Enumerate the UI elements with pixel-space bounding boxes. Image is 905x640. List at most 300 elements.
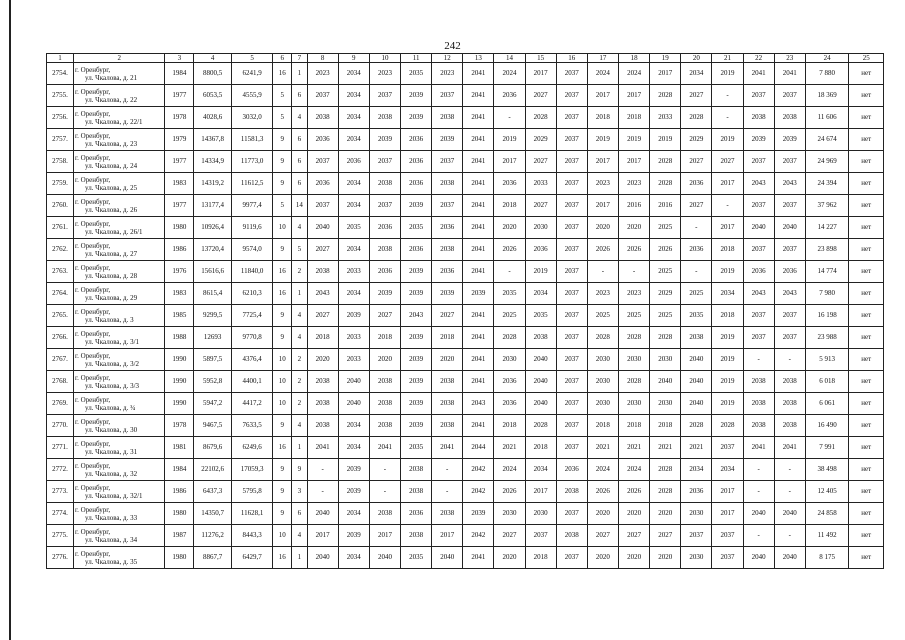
table-cell: 1980	[165, 547, 194, 569]
table-cell: 2039	[401, 195, 432, 217]
table-cell: 11628,1	[231, 503, 273, 525]
table-cell: 2038	[307, 107, 338, 129]
table-cell: 2017	[712, 503, 743, 525]
table-cell: 1984	[165, 63, 194, 85]
address-city: г. Оренбург,	[75, 197, 111, 206]
page-number: 242	[444, 40, 461, 52]
table-cell: 2040	[307, 503, 338, 525]
column-header: 19	[650, 54, 681, 63]
table-cell: 2040	[525, 371, 556, 393]
table-cell: 6210,3	[231, 283, 273, 305]
table-cell: 2038	[774, 107, 805, 129]
table-cell: 2037	[743, 85, 774, 107]
table-cell: 2027	[650, 525, 681, 547]
address-cell	[74, 305, 165, 327]
table-cell: 2036	[494, 85, 525, 107]
table-cell: 9	[273, 503, 292, 525]
table-cell: 1983	[165, 283, 194, 305]
table-cell: 2017	[307, 525, 338, 547]
table-cell: нет	[849, 459, 884, 481]
table-cell: 2027	[432, 305, 463, 327]
table-cell: 2040	[525, 393, 556, 415]
address-city: г. Оренбург,	[75, 351, 111, 360]
column-number-row	[47, 54, 884, 63]
table-cell: 2033	[338, 261, 369, 283]
table-cell: 4376,4	[231, 349, 273, 371]
table-cell: 15616,6	[194, 261, 231, 283]
table-cell: 2036	[525, 239, 556, 261]
table-cell: 2021	[619, 437, 650, 459]
table-cell: 2037	[369, 195, 400, 217]
table-cell: 1990	[165, 371, 194, 393]
table-cell: 2040	[743, 547, 774, 569]
table-cell: 2019	[712, 261, 743, 283]
table-cell: 2024	[619, 459, 650, 481]
address-street: ул. Чкалова, д. 35	[85, 557, 138, 566]
table-cell: 2021	[681, 437, 712, 459]
table-row	[47, 459, 884, 481]
table-cell: 10	[273, 217, 292, 239]
table-cell: нет	[849, 327, 884, 349]
table-cell: 1978	[165, 415, 194, 437]
table-cell: нет	[849, 547, 884, 569]
table-cell: 2028	[650, 481, 681, 503]
table-cell: 1976	[165, 261, 194, 283]
table-cell: 2041	[463, 415, 494, 437]
table-cell: 23 898	[805, 239, 849, 261]
table-cell: 2040	[743, 503, 774, 525]
table-cell: 4	[292, 217, 308, 239]
table-cell: 2033	[650, 107, 681, 129]
table-cell: 2028	[712, 415, 743, 437]
table-cell: 2024	[494, 459, 525, 481]
address-cell	[74, 437, 165, 459]
table-cell: 2037	[556, 63, 587, 85]
table-cell: 2030	[494, 503, 525, 525]
row-number-cell: 2754.	[47, 63, 74, 85]
address-cell	[74, 349, 165, 371]
address-city: г. Оренбург,	[75, 461, 111, 470]
table-cell: 2036	[401, 129, 432, 151]
table-cell: -	[774, 349, 805, 371]
address-cell	[74, 371, 165, 393]
table-row	[47, 371, 884, 393]
table-cell: -	[494, 107, 525, 129]
table-cell: нет	[849, 415, 884, 437]
table-cell: 2	[292, 349, 308, 371]
table-cell: 2040	[307, 547, 338, 569]
address-city: г. Оренбург,	[75, 153, 111, 162]
table-cell: 2039	[774, 129, 805, 151]
table-cell: 5795,8	[231, 481, 273, 503]
table-cell: 1978	[165, 107, 194, 129]
table-cell: 2019	[525, 261, 556, 283]
table-cell: 9	[273, 305, 292, 327]
table-cell: 2024	[494, 63, 525, 85]
table-cell: 2035	[401, 63, 432, 85]
table-cell: нет	[849, 129, 884, 151]
table-cell: 2020	[307, 349, 338, 371]
table-cell: 14350,7	[194, 503, 231, 525]
table-cell: 7 880	[805, 63, 849, 85]
address-city: г. Оренбург,	[75, 395, 111, 404]
address-street: ул. Чкалова, д. 3/2	[85, 359, 140, 368]
table-cell: 2036	[307, 129, 338, 151]
table-cell: нет	[849, 85, 884, 107]
address-cell	[74, 173, 165, 195]
table-cell: 2037	[556, 503, 587, 525]
table-cell: 2017	[587, 85, 618, 107]
table-cell: 2037	[743, 305, 774, 327]
table-cell: -	[494, 261, 525, 283]
table-cell: 11581,3	[231, 129, 273, 151]
table-cell: 2041	[463, 349, 494, 371]
table-cell: 2037	[743, 239, 774, 261]
table-cell: 2017	[712, 481, 743, 503]
table-cell: 2039	[369, 129, 400, 151]
table-cell: 2039	[463, 283, 494, 305]
table-cell: 2021	[650, 437, 681, 459]
table-cell: 2037	[774, 85, 805, 107]
table-cell: 2041	[463, 173, 494, 195]
address-cell	[74, 129, 165, 151]
table-cell: 2034	[338, 173, 369, 195]
table-cell: 1987	[165, 525, 194, 547]
table-row	[47, 327, 884, 349]
table-cell: 2027	[525, 195, 556, 217]
table-row	[47, 151, 884, 173]
table-cell: -	[712, 107, 743, 129]
table-row	[47, 261, 884, 283]
table-cell: 2026	[619, 239, 650, 261]
table-cell: 2038	[307, 371, 338, 393]
table-cell: 6437,3	[194, 481, 231, 503]
table-cell: 2033	[338, 349, 369, 371]
table-cell: 2039	[401, 415, 432, 437]
table-cell: нет	[849, 525, 884, 547]
column-header: 7	[292, 54, 308, 63]
table-cell: 2040	[525, 349, 556, 371]
column-header: 15	[525, 54, 556, 63]
table-cell: 2035	[338, 217, 369, 239]
address-city: г. Оренбург,	[75, 549, 111, 558]
column-header: 3	[165, 54, 194, 63]
column-header: 23	[774, 54, 805, 63]
table-cell: нет	[849, 239, 884, 261]
table-cell: 2026	[587, 239, 618, 261]
table-cell: 2019	[650, 129, 681, 151]
table-cell: 2034	[338, 239, 369, 261]
address-street: ул. Чкалова, д. 3/3	[85, 381, 140, 390]
table-cell: 6	[292, 85, 308, 107]
table-cell: 2018	[587, 415, 618, 437]
table-cell: 12 405	[805, 481, 849, 503]
table-cell: 2039	[401, 283, 432, 305]
column-header: 22	[743, 54, 774, 63]
table-cell: 2036	[743, 261, 774, 283]
table-cell: 8679,6	[194, 437, 231, 459]
table-cell: 2041	[463, 239, 494, 261]
table-cell: 2036	[307, 173, 338, 195]
table-cell: 2037	[774, 151, 805, 173]
address-cell	[74, 415, 165, 437]
address-street: ул. Чкалова, д. 23	[85, 139, 138, 148]
table-cell: 9	[273, 327, 292, 349]
address-city: г. Оренбург,	[75, 131, 111, 140]
table-cell: 2040	[681, 349, 712, 371]
address-cell	[74, 393, 165, 415]
row-number-cell: 2770.	[47, 415, 74, 437]
column-header: 6	[273, 54, 292, 63]
table-cell: -	[681, 217, 712, 239]
table-cell: 2025	[681, 283, 712, 305]
table-cell: 1	[292, 547, 308, 569]
table-cell: 2037	[307, 151, 338, 173]
table-cell: 2020	[494, 217, 525, 239]
table-cell: 2027	[525, 85, 556, 107]
table-row	[47, 415, 884, 437]
table-cell: 7725,4	[231, 305, 273, 327]
table-cell: 9	[273, 239, 292, 261]
table-cell: 5	[292, 239, 308, 261]
table-cell: 2038	[743, 393, 774, 415]
table-cell: 2040	[774, 503, 805, 525]
table-cell: 2020	[650, 503, 681, 525]
table-cell: 2037	[556, 349, 587, 371]
table-cell: 2020	[619, 217, 650, 239]
table-row	[47, 173, 884, 195]
table-cell: 2036	[556, 459, 587, 481]
table-cell: 2017	[619, 151, 650, 173]
table-cell: 2037	[432, 151, 463, 173]
table-cell: 2020	[587, 503, 618, 525]
table-cell: 2018	[650, 415, 681, 437]
table-cell: 2041	[463, 217, 494, 239]
table-cell: 2043	[774, 283, 805, 305]
table-cell: 17059,3	[231, 459, 273, 481]
housing-register-table	[46, 53, 884, 569]
address-city: г. Оренбург,	[75, 175, 111, 184]
table-cell: 2034	[338, 195, 369, 217]
table-cell: 2027	[307, 305, 338, 327]
column-header: 12	[432, 54, 463, 63]
row-number-cell: 2768.	[47, 371, 74, 393]
address-cell	[74, 503, 165, 525]
table-cell: 2041	[463, 151, 494, 173]
row-number-cell: 2771.	[47, 437, 74, 459]
table-cell: 2043	[743, 173, 774, 195]
table-cell: 13177,4	[194, 195, 231, 217]
table-cell: 5947,2	[194, 393, 231, 415]
address-street: ул. Чкалова, д. 22/1	[85, 117, 143, 126]
table-cell: 2020	[369, 349, 400, 371]
table-cell: 2028	[525, 415, 556, 437]
table-cell: 2036	[681, 239, 712, 261]
address-street: ул. Чкалова, д. 32/1	[85, 491, 143, 500]
table-cell: 24 969	[805, 151, 849, 173]
table-cell: 2017	[432, 525, 463, 547]
address-cell	[74, 547, 165, 569]
table-cell: 9299,5	[194, 305, 231, 327]
table-cell: 2038	[369, 415, 400, 437]
table-cell: 2018	[432, 327, 463, 349]
table-cell: 2019	[587, 129, 618, 151]
row-number-cell: 2772.	[47, 459, 74, 481]
table-cell: 16	[273, 63, 292, 85]
address-street: ул. Чкалова, д. 22	[85, 95, 138, 104]
table-cell: 2030	[650, 393, 681, 415]
table-cell: 2037	[774, 239, 805, 261]
table-cell: 2037	[774, 327, 805, 349]
table-cell: 2037	[556, 283, 587, 305]
table-cell: 2034	[338, 85, 369, 107]
table-cell: 14 227	[805, 217, 849, 239]
address-city: г. Оренбург,	[75, 87, 111, 96]
table-cell: 9977,4	[231, 195, 273, 217]
table-cell: 24 858	[805, 503, 849, 525]
table-cell: 2	[292, 393, 308, 415]
table-cell: 2017	[525, 481, 556, 503]
column-header: 10	[369, 54, 400, 63]
table-cell: 6053,5	[194, 85, 231, 107]
table-cell: 2038	[307, 261, 338, 283]
table-cell: 6	[292, 151, 308, 173]
address-cell	[74, 107, 165, 129]
table-cell: 2018	[619, 415, 650, 437]
table-cell: 2028	[681, 415, 712, 437]
table-cell: 4555,9	[231, 85, 273, 107]
table-cell: 2037	[556, 85, 587, 107]
table-cell: 1	[292, 283, 308, 305]
table-cell: 6	[292, 129, 308, 151]
table-cell: 2039	[401, 85, 432, 107]
address-street: ул. Чкалова, д. 25	[85, 183, 138, 192]
table-cell: 2017	[587, 151, 618, 173]
table-cell: 2037	[432, 195, 463, 217]
table-cell: 2028	[650, 85, 681, 107]
row-number-cell: 2758.	[47, 151, 74, 173]
table-cell: 2025	[650, 261, 681, 283]
table-cell: 2038	[432, 503, 463, 525]
table-cell: 2039	[401, 349, 432, 371]
table-cell: 2038	[556, 481, 587, 503]
table-row	[47, 547, 884, 569]
address-street: ул. Чкалова, д. 21	[85, 73, 138, 82]
column-header: 2	[74, 54, 165, 63]
table-cell: 2030	[587, 349, 618, 371]
table-cell: 24 674	[805, 129, 849, 151]
row-number-cell: 2767.	[47, 349, 74, 371]
table-cell: 2039	[463, 503, 494, 525]
table-cell: 2041	[743, 437, 774, 459]
table-cell: нет	[849, 371, 884, 393]
table-cell: нет	[849, 481, 884, 503]
table-cell: -	[587, 261, 618, 283]
table-cell: 2039	[338, 525, 369, 547]
table-cell: 38 498	[805, 459, 849, 481]
table-cell: 1984	[165, 459, 194, 481]
address-cell	[74, 85, 165, 107]
address-street: ул. Чкалова, д. 33	[85, 513, 138, 522]
table-cell: 4417,2	[231, 393, 273, 415]
column-header: 17	[587, 54, 618, 63]
table-cell: -	[432, 459, 463, 481]
address-city: г. Оренбург,	[75, 417, 111, 426]
table-row	[47, 525, 884, 547]
address-cell	[74, 261, 165, 283]
table-cell: 2027	[619, 525, 650, 547]
table-cell: 1983	[165, 173, 194, 195]
table-cell: 2029	[650, 283, 681, 305]
table-cell: 2018	[525, 437, 556, 459]
table-cell: 2036	[401, 173, 432, 195]
table-cell: -	[774, 481, 805, 503]
table-cell: нет	[849, 173, 884, 195]
address-cell	[74, 327, 165, 349]
table-cell: 1980	[165, 503, 194, 525]
table-row	[47, 63, 884, 85]
table-cell: 1988	[165, 327, 194, 349]
table-cell: 2034	[712, 459, 743, 481]
table-cell: 2039	[369, 283, 400, 305]
table-cell: 2027	[587, 525, 618, 547]
table-cell: 2027	[681, 195, 712, 217]
table-cell: 2030	[619, 349, 650, 371]
table-cell: 1981	[165, 437, 194, 459]
table-cell: 2034	[338, 415, 369, 437]
table-row	[47, 481, 884, 503]
table-cell: -	[774, 459, 805, 481]
table-cell: 2018	[712, 305, 743, 327]
table-cell: 2036	[494, 393, 525, 415]
table-cell: 2025	[650, 217, 681, 239]
table-cell: 2037	[556, 305, 587, 327]
table-row	[47, 503, 884, 525]
table-cell: 1979	[165, 129, 194, 151]
table-cell: 9	[273, 459, 292, 481]
address-cell	[74, 63, 165, 85]
table-cell: 2040	[774, 547, 805, 569]
table-cell: 2028	[619, 371, 650, 393]
table-cell: 1985	[165, 305, 194, 327]
table-cell: 9467,5	[194, 415, 231, 437]
table-cell: 2037	[556, 547, 587, 569]
table-cell: 2038	[743, 107, 774, 129]
table-cell: 14367,8	[194, 129, 231, 151]
address-city: г. Оренбург,	[75, 505, 111, 514]
table-cell: 2035	[401, 437, 432, 459]
table-cell: 1986	[165, 239, 194, 261]
address-street: ул. Чкалова, д. 26/1	[85, 227, 143, 236]
table-cell: 2037	[556, 261, 587, 283]
table-cell: 2037	[712, 525, 743, 547]
address-street: ул. Чкалова, д. 26	[85, 205, 138, 214]
table-cell: 2038	[307, 393, 338, 415]
table-cell: 2020	[494, 547, 525, 569]
table-cell: 2041	[369, 437, 400, 459]
table-cell: 1977	[165, 195, 194, 217]
address-city: г. Оренбург,	[75, 219, 111, 228]
table-cell: 2039	[432, 129, 463, 151]
table-cell: 24 394	[805, 173, 849, 195]
address-city: г. Оренбург,	[75, 65, 111, 74]
table-cell: -	[712, 195, 743, 217]
table-cell: нет	[849, 503, 884, 525]
table-cell: 2024	[587, 63, 618, 85]
table-cell: 2037	[556, 151, 587, 173]
table-cell: 11840,0	[231, 261, 273, 283]
address-street: ул. Чкалова, д. 3/1	[85, 337, 140, 346]
